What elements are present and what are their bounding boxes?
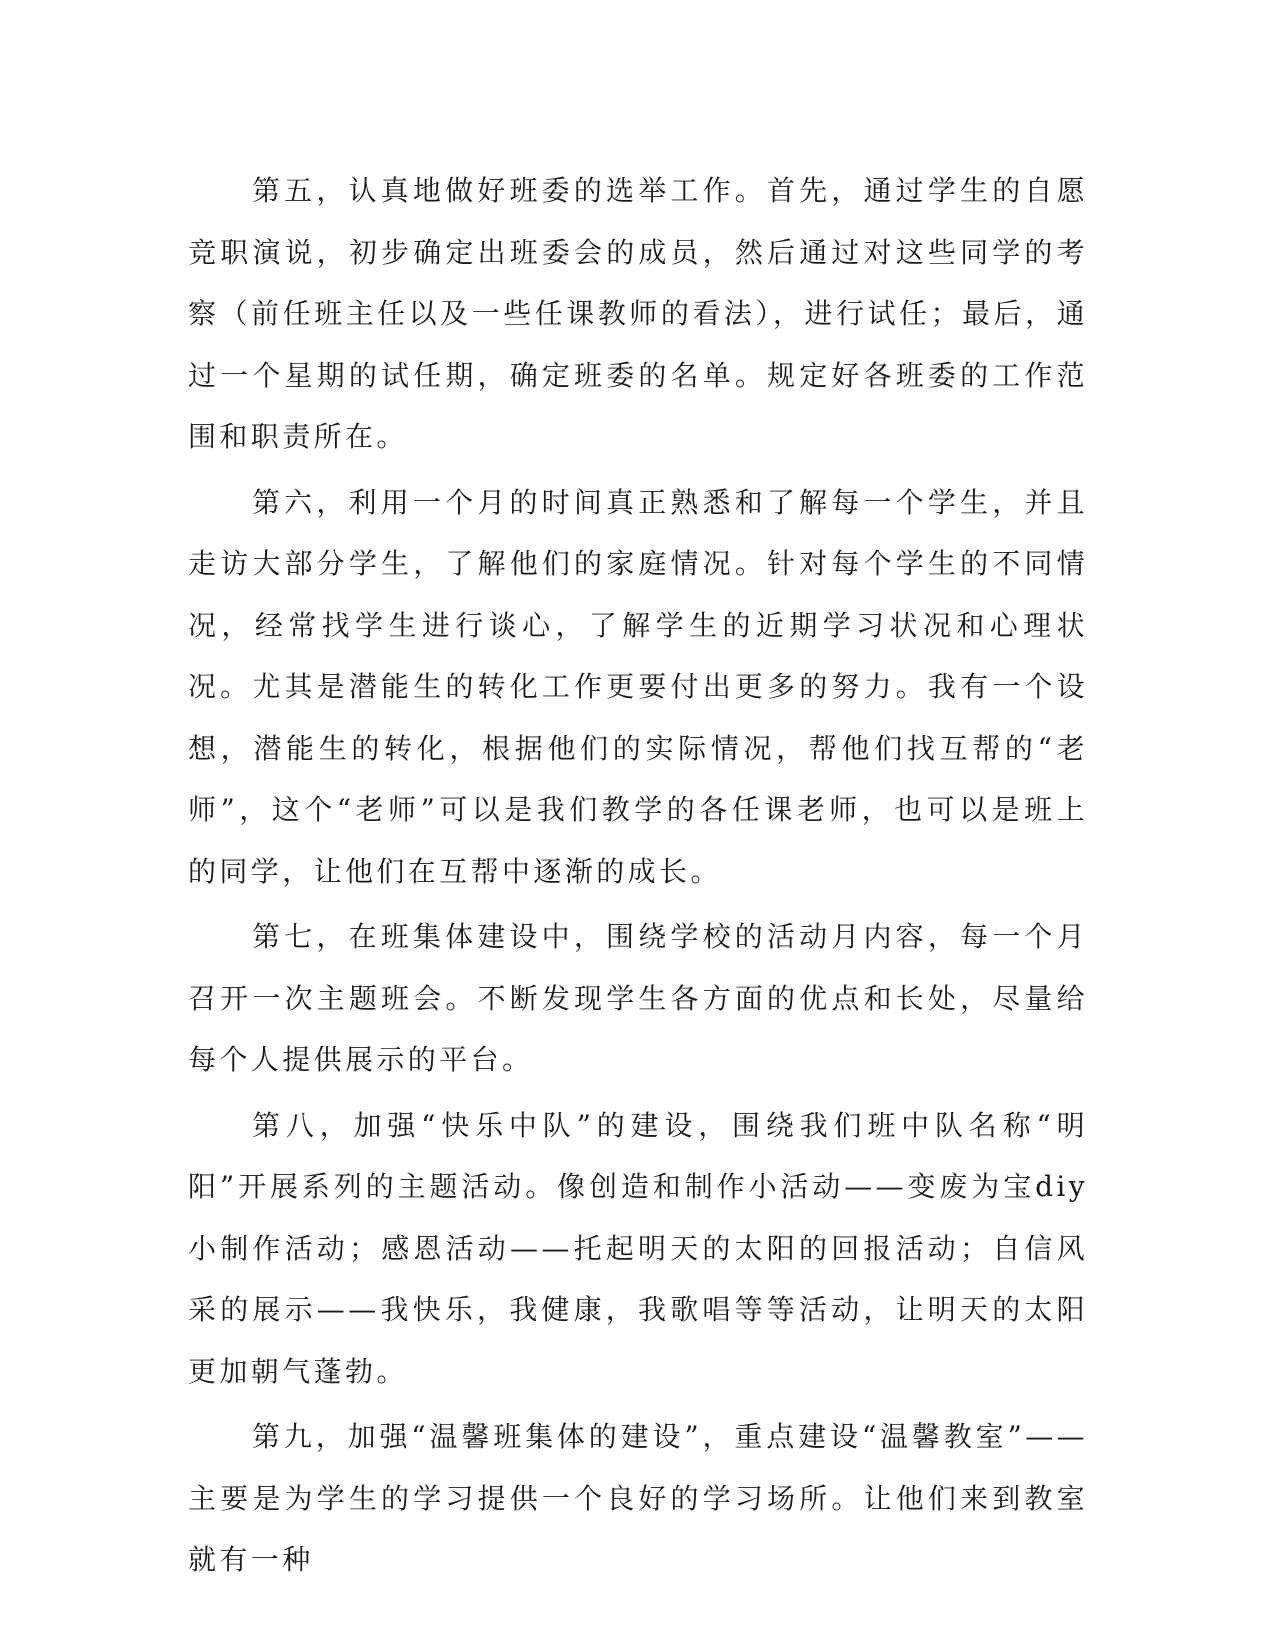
paragraph-item-5: 第五，认真地做好班委的选举工作。首先，通过学生的自愿竞职演说，初步确定出班委会的成员，然后通过对这些同学的考察（前任班主任以及一些任课教师的看法），进行试任；最后，通过一个星期的试任期，确定班委的名单。规定好各班委的工作范围和职责所在。: [188, 174, 1088, 453]
paragraph-item-7: 第七，在班集体建设中，围绕学校的活动月内容，每一个月召开一次主题班会。不断发现学生各方面的优点和长处，尽量给每个人提供展示的平台。: [188, 920, 1088, 1076]
paragraph-item-9: 第九，加强“温馨班集体的建设”，重点建设“温馨教室”——主要是为学生的学习提供一个良好的学习场所。让他们来到教室就有一种: [188, 1420, 1088, 1576]
paragraph-item-8: 第八，加强“快乐中队”的建设，围绕我们班中队名称“明阳”开展系列的主题活动。像创造和制作小活动——变废为宝diy小制作活动；感恩活动——托起明天的太阳的回报活动；自信风采的展示——我快乐，我健康，我歌唱等等活动，让明天的太阳更加朝气蓬勃。: [188, 1108, 1088, 1388]
paragraph-item-6: 第六，利用一个月的时间真正熟悉和了解每一个学生，并且走访大部分学生，了解他们的家庭情况。针对每个学生的不同情况，经常找学生进行谈心，了解学生的近期学习状况和心理状况。尤其是潜能生的转化工作更要付出更多的努力。我有一个设想，潜能生的转化，根据他们的实际情况，帮他们找互帮的“老师”，这个“老师”可以是我们教学的各任课老师，也可以是班上的同学，让他们在互帮中逐渐的成长。: [188, 485, 1088, 888]
document-body: [188, 160, 1088, 1595]
